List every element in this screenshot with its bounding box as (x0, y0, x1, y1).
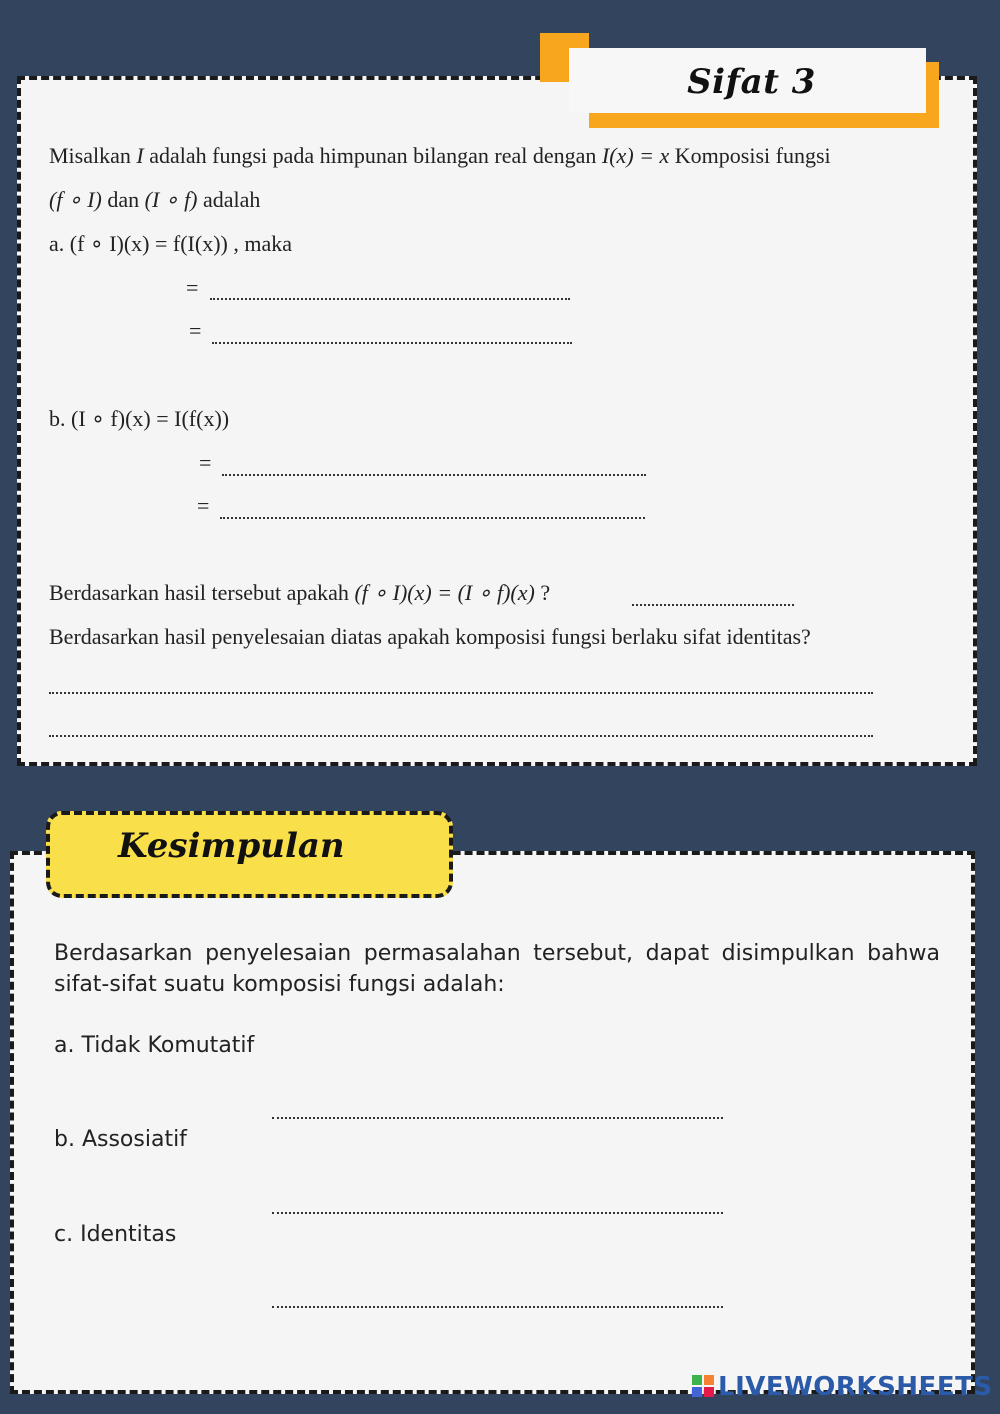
part-b-eq-2: = (197, 493, 210, 518)
property-a-label: a. Tidak Komutatif (54, 1033, 255, 1058)
answer-a-1[interactable] (210, 298, 570, 300)
kesimpulan-title: Kesimpulan (118, 826, 345, 866)
property-c-label: c. Identitas (54, 1222, 177, 1247)
property-b-label: b. Assosiatif (54, 1127, 187, 1152)
liveworksheets-logo-icon (692, 1375, 714, 1397)
part-a: a. (f ∘ I)(x) = f(I(x)) , maka (49, 231, 292, 256)
intro-line-1: Misalkan I adalah fungsi pada himpunan bilangan real dengan I(x) = x Komposisi fungsi (49, 143, 831, 168)
question-commutative: Berdasarkan hasil tersebut apakah (f ∘ I)(x) = (I ∘ f)(x) ? (49, 580, 551, 605)
part-b-eq-1: = (199, 450, 212, 475)
answer-a-2[interactable] (212, 342, 572, 344)
part-b: b. (I ∘ f)(x) = I(f(x)) (49, 406, 230, 431)
part-a-eq-1: = (186, 275, 199, 300)
answer-property-c[interactable] (272, 1306, 723, 1308)
sifat-title: Sifat 3 (687, 62, 816, 102)
watermark: LIVEWORKSHEETS (692, 1372, 993, 1402)
kesimpulan-intro: Berdasarkan penyelesaian permasalahan tersebut, dapat disimpulkan bahwa sifat-sifat suatu komposisi fungsi adalah: (54, 941, 940, 997)
answer-property-a[interactable] (272, 1117, 723, 1119)
answer-b-1[interactable] (222, 474, 646, 476)
part-a-eq-2: = (189, 318, 202, 343)
question-identity: Berdasarkan hasil penyelesaian diatas apakah komposisi fungsi berlaku sifat identitas? (49, 624, 811, 649)
answer-question-1[interactable] (632, 604, 794, 606)
answer-b-2[interactable] (220, 517, 645, 519)
answer-question-2-line-2[interactable] (49, 735, 873, 737)
intro-line-2: (f ∘ I) dan (I ∘ f) adalah (49, 187, 261, 212)
answer-property-b[interactable] (272, 1212, 723, 1214)
answer-question-2-line-1[interactable] (49, 692, 873, 694)
kesimpulan-panel (10, 851, 975, 1394)
